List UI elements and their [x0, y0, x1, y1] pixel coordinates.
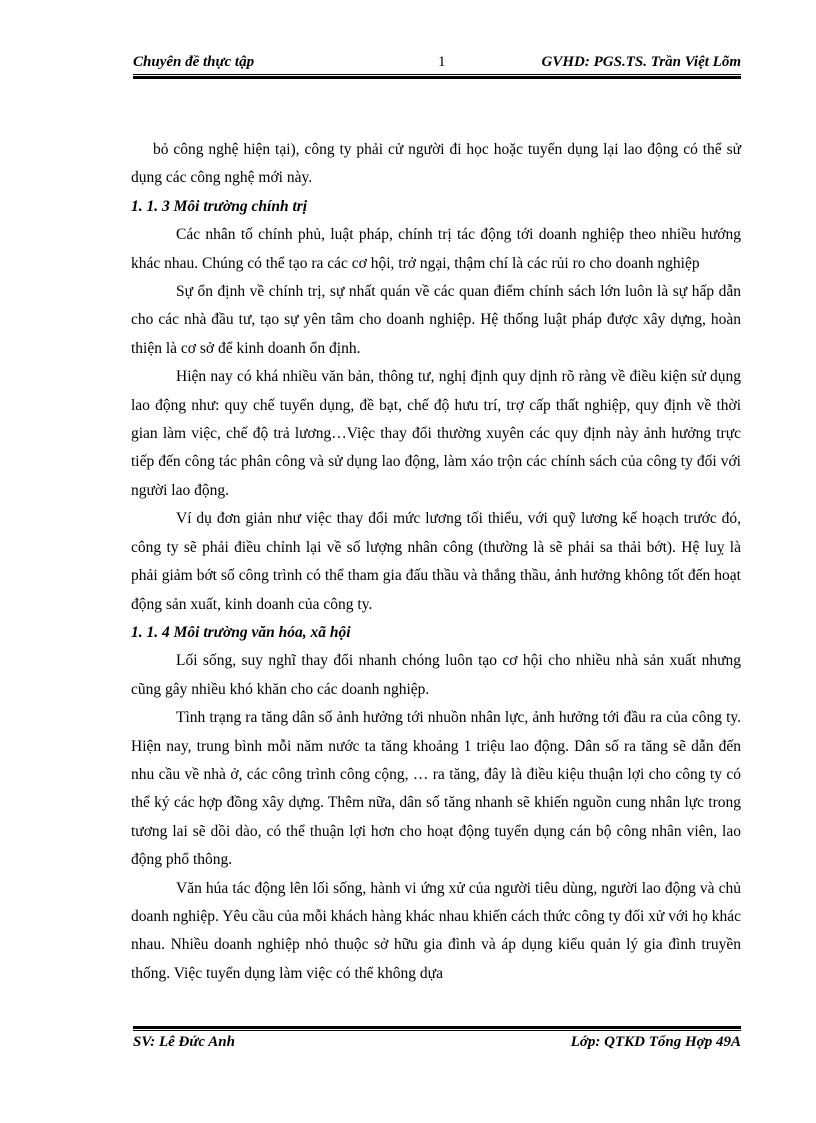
- paragraph-3: Sự ổn định về chính trị, sự nhất quán về các quan điểm chính sách lớn luôn là sự hấp dẫn cho các nhà đầu tư, tạo sự yên tâm cho doanh nghiệp. Hệ thống luật pháp được xây dựng, hoàn thiện là cơ sở để kinh doanh ổn định.: [131, 283, 741, 357]
- footer-divider: [133, 1026, 741, 1031]
- paragraph-8: Văn húa tác động lên lối sống, hành vi ứng xử của người tiêu dùng, người lao động và chủ doanh nghiệp. Yêu cầu của mỗi khách hàng khác nhau khiến cách thức công ty đối xử với họ khác nhau. Nhiều doanh nghiệp nhỏ thuộc sở hữu gia đình và áp dụng kiểu quản lý gia đình truyền thống. Việc tuyển dụng làm việc có thể không dựa: [131, 879, 741, 982]
- paragraph-4: Hiện nay có khá nhiều văn bản, thông tư, nghị định quy dịnh rõ ràng về điều kiện sử dụng lao động như: quy chế tuyển dụng, đề bạt, chế độ hưu trí, trợ cấp thất nghiệp, quy định về thời gian làm việc, chế độ trả lương…Việc thay đổi thường xuyên các quy định này ảnh hưởng trực tiếp đến công tác phân công và sử dụng lao động, làm xáo trộn các chính sách của công ty đối với người lao động.: [131, 368, 741, 499]
- section-heading-1-1-3: 1. 1. 3 Môi trường chính trị: [131, 197, 308, 215]
- paragraph-7: Tình trạng ra tăng dân số ảnh hưởng tới nhuồn nhân lực, ảnh hưởng tới đầu ra của công ty. Hiện nay, trung bình mỗi năm nước ta tăng khoảng 1 triệu lao động. Dân số ra tăng sẽ dẫn đến nhu cầu về nhà ở, các công trình công cộng, … ra tăng, đây là điều kiệu thuận lợi cho công ty có thể ký các hợp đồng xây dựng. Thêm nữa, dân số tăng nhanh sẽ khiến nguồn cung nhân lực trong tương lai sẽ dồi dào, có thể thuận lợi hơn cho hoạt động tuyển dụng cán bộ công nhân viên, lao động phổ thông.: [131, 709, 741, 869]
- page-body: [131, 136, 741, 988]
- paragraph-1: bỏ công nghệ hiện tại), công ty phải cử người đi học hoặc tuyển dụng lại lao động có thể sử dụng các công nghệ mới này.: [131, 141, 741, 187]
- paragraph-5: Ví dụ đơn giản như việc thay đổi mức lương tối thiểu, với quỹ lương kế hoạch trước đó, công ty sẽ phải điều chỉnh lại về số lượng nhân công (thường là sẽ phải sa thải bớt). Hệ luỵ là phải giảm bớt số công trình có thể tham gia đấu thầu và thắng thầu, ảnh hưởng không tốt đến hoạt động sản xuất, kinh doanh của công ty.: [131, 510, 741, 613]
- paragraph-6: Lối sống, suy nghĩ thay đổi nhanh chóng luôn tạo cơ hội cho nhiều nhà sản xuất nhưng cũng gây nhiều khó khăn cho các doanh nghiệp.: [131, 652, 741, 698]
- header-supervisor: GVHD: PGS.TS. Trần Việt Lõm: [541, 54, 741, 70]
- footer-class: Lớp: QTKD Tổng Hợp 49A: [570, 1034, 741, 1050]
- page-footer: [133, 1034, 741, 1056]
- paragraph-2: Các nhân tố chính phủ, luật pháp, chính trị tác động tới doanh nghiệp theo nhiều hướng khác nhau. Chúng có thể tạo ra các cơ hội, trở ngại, thậm chí là các rủi ro cho doanh nghiệp: [131, 226, 741, 272]
- section-heading-1-1-4: 1. 1. 4 Môi trường văn hóa, xã hội: [131, 623, 351, 641]
- header-course-title: Chuyên đề thực tập: [133, 54, 255, 70]
- header-divider: [133, 74, 741, 79]
- header-page-number: 1: [438, 54, 446, 70]
- page-header: [133, 52, 741, 74]
- footer-student: SV: Lê Đức Anh: [133, 1034, 235, 1050]
